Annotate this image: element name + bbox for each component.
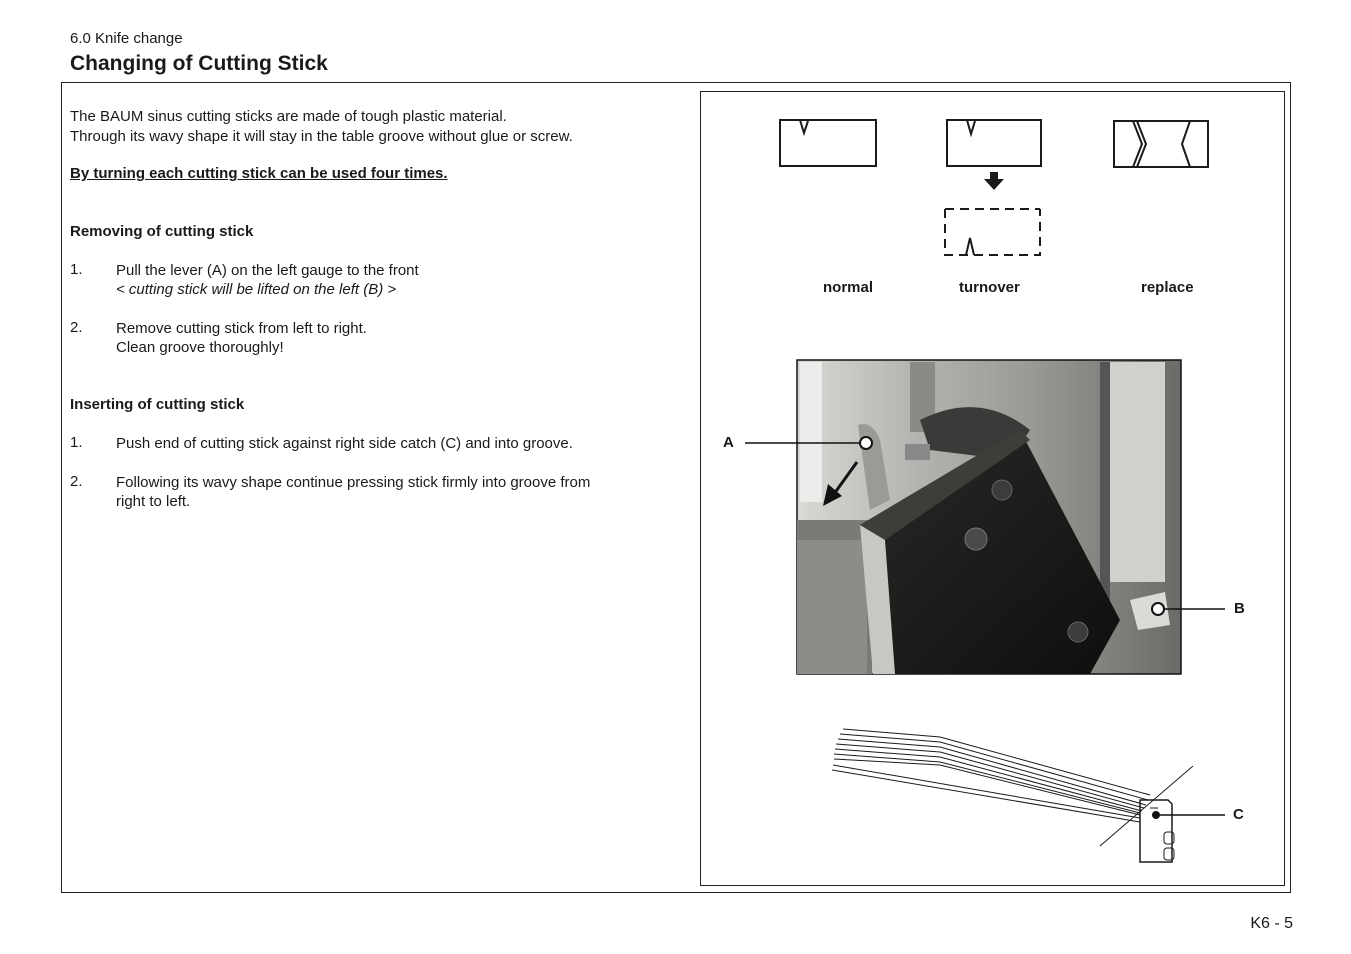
normal-stick-diagram — [780, 120, 876, 166]
removing-step-2-note: Clean groove thoroughly! — [116, 339, 284, 356]
state-label-normal: normal — [823, 279, 874, 296]
removing-step-2-text: Remove cutting stick from left to right. — [116, 320, 367, 337]
callout-c-marker — [1152, 811, 1160, 819]
intro-emphasis: By turning each cutting stick can be used four times. — [70, 165, 448, 182]
intro-line-2: Through its wavy shape it will stay in the table groove without glue or screw. — [70, 128, 573, 145]
removing-step-1-number: 1. — [70, 261, 83, 278]
lever-photo — [797, 360, 1181, 674]
callout-b-marker — [1152, 603, 1164, 615]
intro-line-1: The BAUM sinus cutting sticks are made of tough plastic material. — [70, 108, 507, 125]
inserting-step-2-text: Following its wavy shape continue pressing stick firmly into groove from — [116, 474, 591, 491]
removing-step-1-note: < cutting stick will be lifted on the left (B) > — [116, 281, 397, 298]
replace-stick-diagram — [1114, 121, 1208, 167]
inserting-heading: Inserting of cutting stick — [70, 396, 245, 413]
callout-a-marker — [860, 437, 872, 449]
inserting-step-1-text: Push end of cutting stick against right side catch (C) and into groove. — [116, 435, 573, 452]
state-label-replace: replace — [1141, 279, 1194, 296]
removing-step-2-number: 2. — [70, 319, 83, 336]
inserting-step-2-number: 2. — [70, 473, 83, 490]
page-number: K6 - 5 — [1250, 915, 1293, 932]
callout-c-label: C — [1233, 806, 1244, 823]
stick-insertion-drawing — [832, 729, 1193, 862]
callout-a-label: A — [723, 434, 734, 451]
removing-heading: Removing of cutting stick — [70, 223, 254, 240]
section-label: 6.0 Knife change — [70, 30, 183, 47]
inserting-step-2-text-cont: right to left. — [116, 493, 191, 510]
turned-stick-diagram — [945, 209, 1040, 255]
turnover-arrow-icon — [984, 172, 1004, 190]
page-title: Changing of Cutting Stick — [70, 52, 328, 75]
turnover-stick-diagram — [947, 120, 1041, 166]
callout-b-label: B — [1234, 600, 1245, 617]
state-label-turnover: turnover — [959, 279, 1020, 296]
removing-step-1-text: Pull the lever (A) on the left gauge to the front — [116, 262, 419, 279]
inserting-step-1-number: 1. — [70, 434, 83, 451]
